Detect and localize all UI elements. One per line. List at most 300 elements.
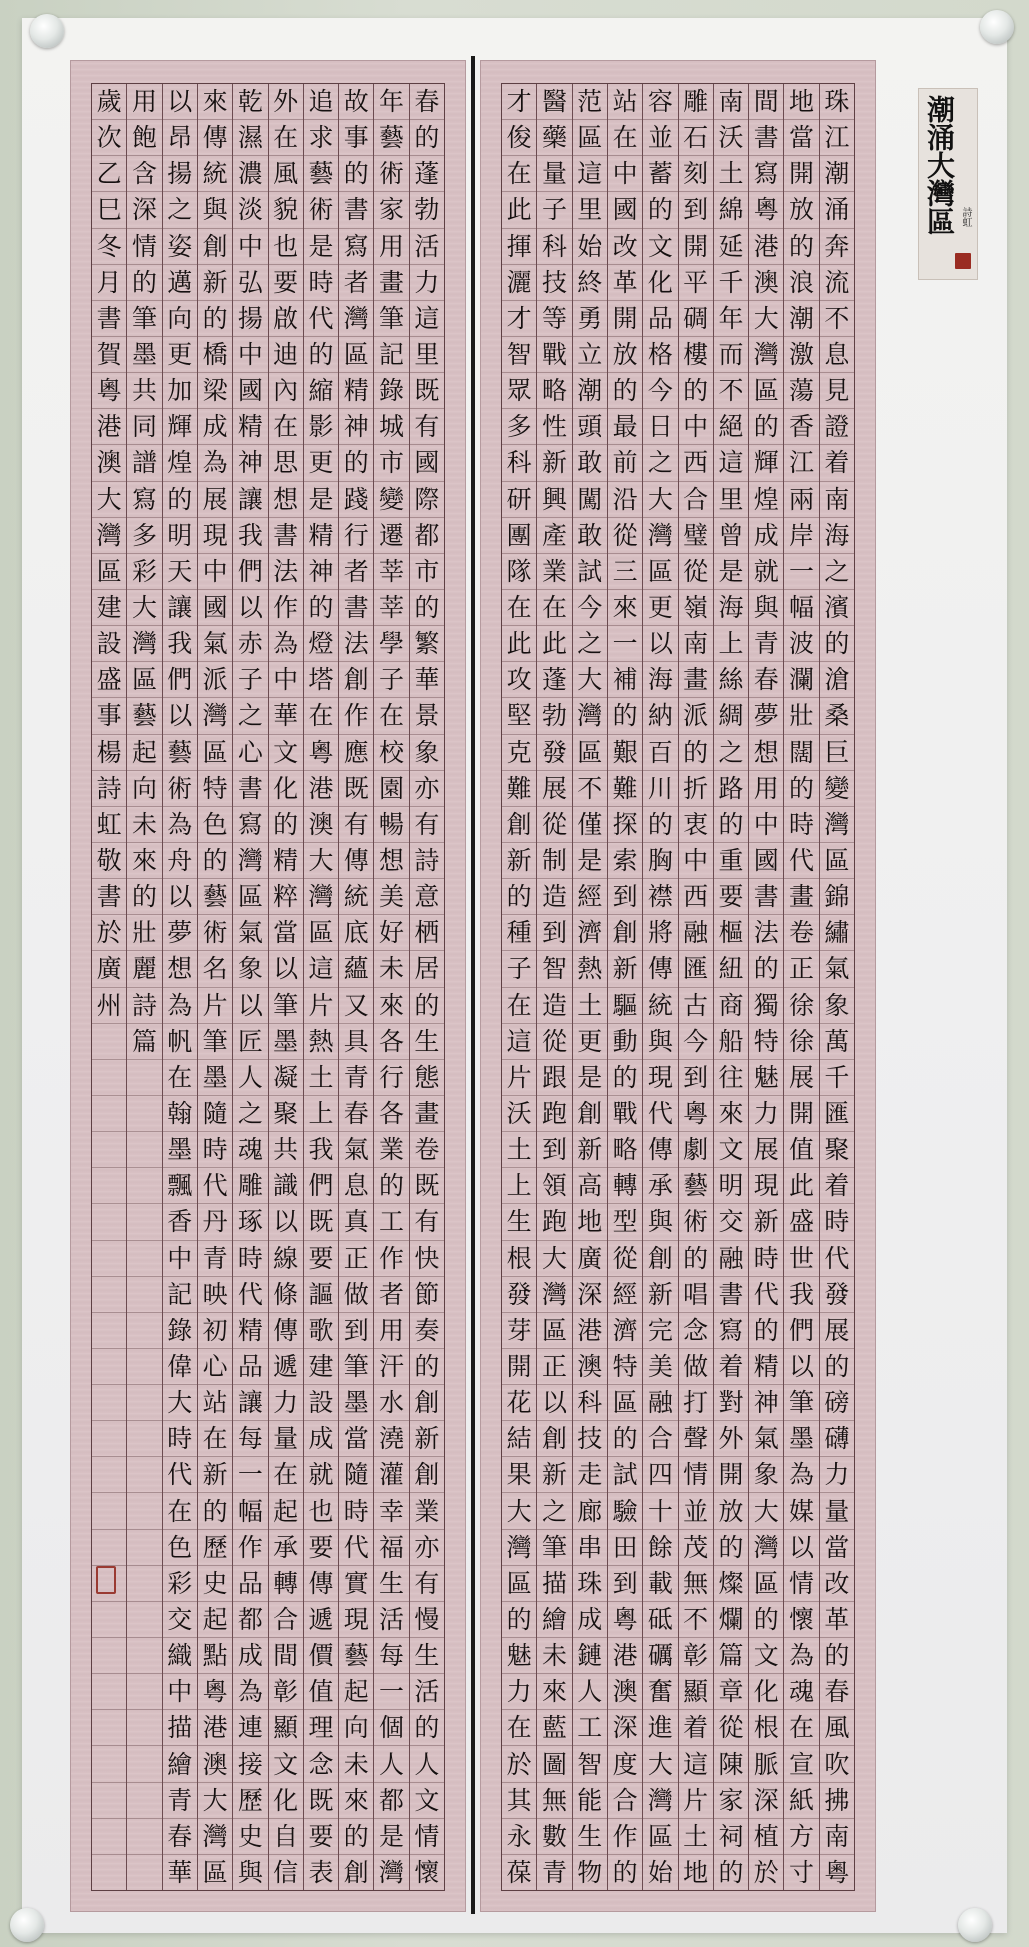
character-cell: 中 [749,807,783,843]
character-cell: 向 [127,771,161,807]
character-cell: 與 [643,1024,677,1060]
character-cell: 筆 [374,301,408,337]
character-cell: 匠 [233,1024,267,1060]
character-cell: 植 [749,1819,783,1855]
character-cell: 我 [304,1132,338,1168]
character-cell: 量 [537,156,571,192]
character-cell: 創 [339,662,373,698]
character-cell: 艱 [608,735,642,771]
text-column [92,84,126,1890]
character-cell: 來 [714,1096,748,1132]
character-cell: 這 [410,301,444,337]
character-cell: 篇 [127,1024,161,1060]
character-cell: 串 [573,1530,607,1566]
character-cell: 沿 [608,482,642,518]
character-cell: 區 [608,1385,642,1421]
character-cell: 未 [127,807,161,843]
character-cell: 氣 [198,626,232,662]
character-cell: 綢 [714,698,748,734]
character-cell: 描 [537,1566,571,1602]
character-cell: 蕩 [784,373,818,409]
character-cell [92,1457,126,1493]
character-cell: 書 [339,590,373,626]
character-cell: 的 [820,1349,854,1385]
character-cell: 團 [502,518,536,554]
character-cell: 在 [502,988,536,1024]
character-cell: 正 [537,1349,571,1385]
character-cell: 在 [537,590,571,626]
character-cell: 為 [269,626,303,662]
character-cell: 的 [127,879,161,915]
character-cell [127,1746,161,1782]
character-cell: 氣 [749,1421,783,1457]
character-cell: 蓄 [643,156,677,192]
character-cell: 走 [573,1457,607,1493]
character-cell: 想 [749,735,783,771]
character-cell: 承 [269,1530,303,1566]
character-cell: 格 [643,337,677,373]
character-cell: 沃 [502,1096,536,1132]
character-cell: 迪 [269,337,303,373]
character-cell: 慢 [410,1602,444,1638]
character-cell: 國 [233,373,267,409]
character-cell: 此 [502,192,536,228]
character-cell: 幸 [374,1493,408,1529]
character-cell: 寸 [789,1857,815,1887]
character-cell: 與 [643,1204,677,1240]
character-cell: 的 [608,1060,642,1096]
character-cell: 於 [502,1746,536,1782]
character-cell: 轉 [269,1566,303,1602]
character-cell: 莘 [374,554,408,590]
character-cell: 路 [714,771,748,807]
character-cell: 闊 [784,735,818,771]
character-cell: 證 [820,409,854,445]
character-cell: 芽 [502,1313,536,1349]
character-cell: 是 [573,1060,607,1096]
character-cell: 數 [537,1819,571,1855]
character-cell: 生 [573,1819,607,1855]
character-cell: 商 [714,988,748,1024]
character-cell: 謳 [304,1277,338,1313]
character-cell [92,1783,126,1819]
character-cell: 雕 [679,84,713,120]
character-cell [92,1710,126,1746]
character-cell: 行 [374,1060,408,1096]
character-cell: 在 [502,1710,536,1746]
character-cell: 代 [643,1096,677,1132]
character-cell [127,1132,161,1168]
character-cell: 成 [233,1638,267,1674]
character-cell: 永 [502,1819,536,1855]
character-cell: 城 [374,409,408,445]
character-cell: 南 [714,84,748,120]
character-cell: 錦 [820,879,854,915]
character-cell: 發 [502,1277,536,1313]
character-cell: 灣 [502,1530,536,1566]
character-cell: 的 [784,229,818,265]
character-cell: 乙 [92,156,126,192]
title-author: 詩虹 [960,207,971,227]
character-cell: 春 [163,1819,197,1855]
character-cell: 粵 [824,1857,850,1887]
character-cell: 精 [304,518,338,554]
character-cell: 灣 [749,1530,783,1566]
character-cell: 隨 [339,1457,373,1493]
character-cell: 的 [374,1168,408,1204]
character-cell: 勃 [410,192,444,228]
character-cell: 土 [502,1132,536,1168]
character-cell: 區 [749,1566,783,1602]
character-cell: 從 [537,1024,571,1060]
character-cell: 輝 [749,445,783,481]
character-cell: 粵 [608,1602,642,1638]
character-cell: 墨 [269,1024,303,1060]
text-column [748,84,783,1890]
character-cell: 革 [820,1602,854,1638]
character-cell: 以 [269,1204,303,1240]
character-cell: 茂 [679,1530,713,1566]
character-cell: 以 [784,1349,818,1385]
character-cell: 一 [784,554,818,590]
character-cell: 多 [127,518,161,554]
character-cell: 虹 [92,807,126,843]
character-cell: 濕 [233,120,267,156]
character-cell: 打 [679,1385,713,1421]
character-cell: 將 [643,915,677,951]
character-cell: 未 [537,1638,571,1674]
character-cell: 含 [127,156,161,192]
character-cell: 蓬 [537,662,571,698]
character-cell: 經 [573,879,607,915]
character-cell: 精 [233,409,267,445]
character-cell: 以 [163,698,197,734]
character-cell [127,1566,161,1602]
character-cell: 舟 [163,843,197,879]
character-cell: 高 [573,1168,607,1204]
character-cell [92,1313,126,1349]
character-cell: 區 [233,879,267,915]
character-cell: 船 [714,1024,748,1060]
character-cell: 揮 [502,229,536,265]
character-cell: 活 [410,1674,444,1710]
character-cell: 南 [679,626,713,662]
character-cell: 文 [643,229,677,265]
character-cell: 的 [339,156,373,192]
character-cell: 百 [643,735,677,771]
character-cell: 青 [541,1857,567,1887]
character-cell: 大 [573,662,607,698]
character-cell: 匯 [820,1096,854,1132]
character-cell: 地 [573,1204,607,1240]
character-cell: 到 [608,1566,642,1602]
character-cell: 灣 [537,1277,571,1313]
character-cell: 飽 [127,120,161,156]
character-cell: 納 [643,698,677,734]
character-cell: 造 [537,988,571,1024]
character-cell: 土 [714,156,748,192]
character-cell: 記 [374,337,408,373]
character-cell: 融 [714,1241,748,1277]
character-cell [92,1855,126,1890]
text-column [642,84,677,1890]
character-cell: 外 [714,1421,748,1457]
character-cell: 始 [647,1857,673,1887]
character-cell: 珠 [573,1566,607,1602]
character-cell: 筆 [784,1385,818,1421]
character-cell: 們 [163,662,197,698]
character-cell: 四 [643,1457,677,1493]
character-cell: 着 [820,445,854,481]
character-cell: 人 [573,1674,607,1710]
character-cell: 子 [537,192,571,228]
character-cell: 來 [198,84,232,120]
character-cell: 盛 [92,662,126,698]
character-cell: 冬 [92,229,126,265]
character-cell: 節 [410,1277,444,1313]
character-cell: 驅 [608,988,642,1024]
character-cell: 派 [198,662,232,698]
character-cell: 澳 [304,807,338,843]
character-cell: 聚 [820,1132,854,1168]
character-cell: 書 [92,879,126,915]
character-cell: 校 [374,735,408,771]
character-cell: 等 [537,301,571,337]
character-cell: 華 [269,698,303,734]
character-cell: 嶺 [679,590,713,626]
character-cell: 往 [714,1060,748,1096]
character-cell [127,1674,161,1710]
character-cell: 文 [269,735,303,771]
character-cell: 畫 [410,1096,444,1132]
character-cell: 琢 [233,1204,267,1240]
character-cell: 新 [502,843,536,879]
character-cell: 想 [269,482,303,518]
character-cell: 栖 [410,915,444,951]
character-cell: 當 [269,915,303,951]
pin-icon [10,1908,44,1942]
character-cell: 品 [643,301,677,337]
character-cell: 拂 [820,1783,854,1819]
character-cell: 的 [410,590,444,626]
character-cell: 南 [820,482,854,518]
character-cell: 果 [502,1457,536,1493]
character-cell: 絲 [714,662,748,698]
character-cell: 們 [233,554,267,590]
character-cell: 信 [273,1857,299,1887]
character-cell: 大 [198,1783,232,1819]
character-cell: 園 [374,771,408,807]
character-cell: 上 [304,1096,338,1132]
character-cell: 福 [374,1530,408,1566]
character-cell: 興 [537,482,571,518]
character-cell [92,1060,126,1096]
character-cell: 開 [784,156,818,192]
character-cell: 之 [233,1096,267,1132]
character-cell: 展 [198,482,232,518]
character-cell: 識 [269,1168,303,1204]
character-cell: 中 [679,843,713,879]
character-cell: 能 [573,1783,607,1819]
character-cell: 影 [304,409,338,445]
character-cell: 乾 [233,84,267,120]
character-cell: 里 [410,337,444,373]
character-cell: 彰 [269,1674,303,1710]
character-cell: 今 [679,1024,713,1060]
character-cell: 里 [714,482,748,518]
character-cell: 壯 [784,698,818,734]
character-cell: 時 [198,1132,232,1168]
character-cell: 史 [233,1819,267,1855]
character-cell: 轉 [608,1168,642,1204]
character-cell [92,1674,126,1710]
character-cell: 川 [643,771,677,807]
character-cell: 延 [714,229,748,265]
character-cell [92,1349,126,1385]
character-cell: 一 [233,1457,267,1493]
character-cell: 從 [679,554,713,590]
character-cell: 藝 [374,120,408,156]
character-cell: 完 [643,1313,677,1349]
character-cell: 情 [410,1819,444,1855]
character-cell: 共 [269,1132,303,1168]
character-cell: 波 [784,626,818,662]
character-cell: 活 [410,229,444,265]
character-cell: 澳 [573,1349,607,1385]
text-column [713,84,748,1890]
character-cell: 與 [749,590,783,626]
character-cell: 跑 [537,1204,571,1240]
character-cell: 點 [198,1638,232,1674]
character-cell: 其 [502,1783,536,1819]
character-cell: 墨 [127,337,161,373]
character-cell: 西 [679,879,713,915]
character-cell: 奔 [820,229,854,265]
character-cell: 派 [679,698,713,734]
character-cell: 種 [502,915,536,951]
character-cell: 連 [233,1710,267,1746]
character-cell: 容 [643,84,677,120]
character-cell: 來 [127,843,161,879]
character-cell: 脈 [749,1746,783,1782]
character-cell: 根 [749,1710,783,1746]
character-cell: 就 [304,1457,338,1493]
character-cell: 文 [269,1746,303,1782]
character-cell: 表 [308,1857,334,1887]
character-cell: 幅 [233,1493,267,1529]
character-cell: 特 [198,771,232,807]
character-cell: 成 [749,518,783,554]
character-cell: 刻 [679,156,713,192]
character-cell: 年 [714,301,748,337]
character-cell [127,1602,161,1638]
character-cell: 一 [374,1674,408,1710]
character-cell: 筆 [127,301,161,337]
character-cell: 跑 [537,1096,571,1132]
character-cell: 映 [198,1277,232,1313]
character-cell: 西 [679,445,713,481]
character-cell: 精 [233,1313,267,1349]
character-cell: 港 [304,771,338,807]
character-cell: 中 [608,156,642,192]
character-cell: 聲 [679,1421,713,1457]
character-cell: 亦 [410,1530,444,1566]
character-cell: 為 [163,807,197,843]
character-cell: 祠 [714,1819,748,1855]
character-cell: 我 [784,1277,818,1313]
character-cell: 建 [92,590,126,626]
character-cell: 奏 [410,1313,444,1349]
character-cell: 要 [304,1241,338,1277]
character-cell: 開 [714,1457,748,1493]
character-cell: 始 [573,229,607,265]
character-cell: 在 [269,120,303,156]
character-cell: 中 [233,229,267,265]
character-cell: 的 [410,1710,444,1746]
character-cell: 既 [339,771,373,807]
character-cell: 胸 [643,843,677,879]
character-cell: 到 [339,1313,373,1349]
character-cell: 同 [127,409,161,445]
character-cell: 青 [198,1241,232,1277]
character-cell: 僅 [573,807,607,843]
character-cell: 輝 [163,409,197,445]
character-cell: 粵 [198,1674,232,1710]
character-cell: 有 [410,1566,444,1602]
character-cell: 與 [237,1857,263,1887]
character-cell: 更 [643,590,677,626]
character-cell [127,1168,161,1204]
character-cell: 盛 [784,1204,818,1240]
character-cell: 都 [410,518,444,554]
character-cell: 生 [374,1566,408,1602]
character-cell: 正 [784,951,818,987]
character-cell: 量 [820,1493,854,1529]
character-cell: 墨 [163,1132,197,1168]
character-cell: 值 [784,1132,818,1168]
character-cell: 量 [269,1421,303,1457]
character-cell: 記 [163,1277,197,1313]
character-cell: 在 [502,590,536,626]
character-cell: 天 [163,554,197,590]
character-cell: 讓 [233,482,267,518]
text-column [162,84,197,1890]
character-cell: 當 [339,1421,373,1457]
character-cell: 一 [608,626,642,662]
character-cell: 寫 [749,156,783,192]
character-cell: 現 [198,518,232,554]
character-cell: 大 [643,482,677,518]
character-cell: 灣 [233,843,267,879]
character-cell: 試 [573,554,607,590]
character-cell: 景 [410,698,444,734]
character-cell: 新 [537,445,571,481]
character-cell: 赤 [233,626,267,662]
character-cell: 者 [339,265,373,301]
character-cell: 到 [537,1132,571,1168]
character-cell: 隨 [198,1096,232,1132]
character-cell: 灣 [339,301,373,337]
character-cell: 凝 [269,1060,303,1096]
character-cell: 快 [410,1241,444,1277]
character-grid-right [501,83,855,1891]
character-cell: 技 [573,1421,607,1457]
character-cell: 工 [374,1204,408,1240]
character-cell: 的 [198,301,232,337]
character-cell: 成 [304,1421,338,1457]
character-cell: 巳 [92,192,126,228]
character-cell: 試 [608,1457,642,1493]
